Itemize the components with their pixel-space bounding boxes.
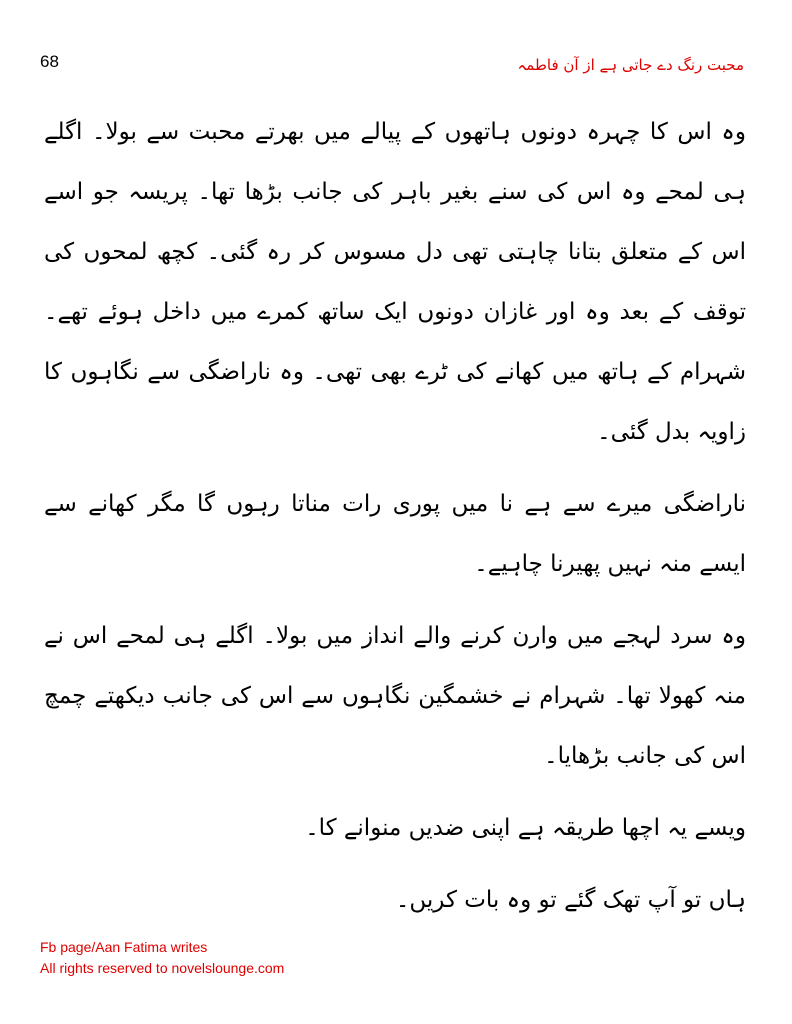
footer-fb-page: Fb page/Aan Fatima writes xyxy=(40,939,208,955)
footer-rights: All rights reserved to novelslounge.com xyxy=(40,960,285,976)
footer-credits xyxy=(40,937,284,979)
paragraph-4: ویسے یہ اچھا طریقہ ہے اپنی ضدیں منوانے کا۔ xyxy=(305,815,746,841)
paragraph-3: وہ سرد لہجے میں وارن کرنے والے انداز میں بولا۔ اگلے ہی لمحے اس نے منہ کھولا تھا۔ شہرام نے خشمگین نگاہوں سے اس کی جانب دیکھتے چمچ اس کی جانب بڑھایا۔ xyxy=(44,623,746,769)
running-header-title: محبت رنگ دے جاتی ہے از آن فاطمہ xyxy=(517,56,744,74)
paragraph-5: ہاں تو آپ تھک گئے تو وہ بات کریں۔ xyxy=(395,887,746,913)
page-number: 68 xyxy=(40,52,59,71)
paragraph-1: وہ اس کا چہرہ دونوں ہاتھوں کے پیالے میں بھرتے محبت سے بولا۔ اگلے ہی لمحے وہ اس کی سنے بغیر باہر کی جانب بڑھا تھا۔ پریسہ جو اسے اس کے متعلق بتانا چاہتی تھی دل مسوس کر رہ گئی۔ کچھ لمحوں کی توقف کے بعد وہ اور غازان دونوں ایک ساتھ کمرے میں داخل ہوئے تھے۔ شہرام کے ہاتھ میں کھانے کی ٹرے بھی تھی۔ وہ ناراضگی سے نگاہوں کا زاویہ بدل گئی۔ xyxy=(44,119,746,445)
paragraph-2: ناراضگی میرے سے ہے نا میں پوری رات مناتا رہوں گا مگر کھانے سے ایسے منہ نہیں پھیرنا چاہیے۔ xyxy=(44,491,746,577)
body-text xyxy=(44,102,746,942)
